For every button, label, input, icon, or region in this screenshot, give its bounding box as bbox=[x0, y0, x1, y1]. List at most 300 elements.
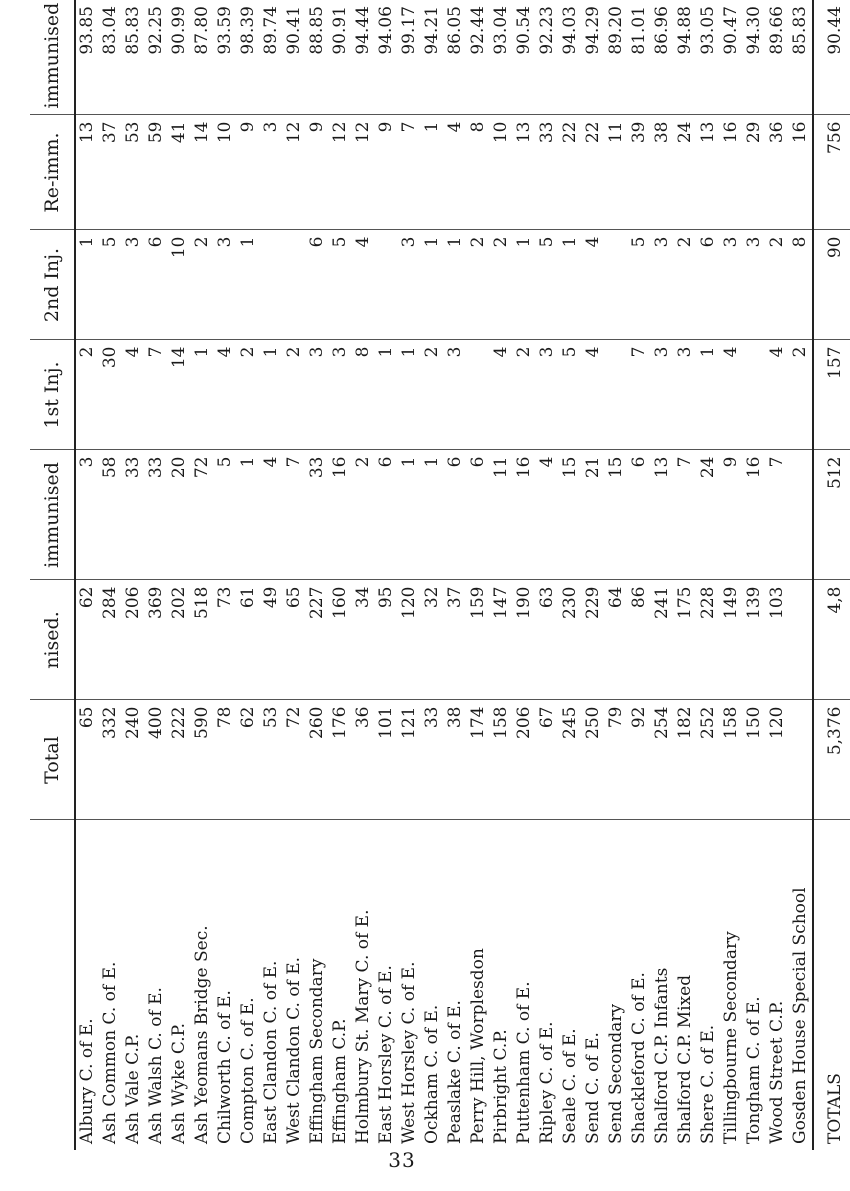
school-name-cell: Send Secondary bbox=[606, 1003, 626, 1144]
table-row bbox=[75, 0, 99, 1150]
re-immunised-cell: 53 bbox=[122, 115, 145, 230]
school-name-cell: Seale C. of E. bbox=[560, 1028, 580, 1144]
total-cell: 121 bbox=[398, 700, 421, 820]
re-immunised-cell: 8 bbox=[467, 115, 490, 230]
school-name-cell: Perry Hill, Worplesdon bbox=[468, 948, 488, 1144]
school-name-cell: Effingham Secondary bbox=[307, 958, 327, 1144]
first-injection-cell: 4 bbox=[122, 340, 145, 450]
header-not-immunised: immunised bbox=[30, 450, 75, 580]
table-row bbox=[398, 0, 421, 1150]
total-cell: 120 bbox=[766, 700, 789, 820]
not-immunised-cell: 7 bbox=[766, 450, 789, 580]
school-name-cell: Ripley C. of E. bbox=[537, 1021, 557, 1144]
re-immunised-cell: 16 bbox=[789, 115, 813, 230]
total-cell: 176 bbox=[329, 700, 352, 820]
table-row bbox=[559, 0, 582, 1150]
total-cell: 206 bbox=[513, 700, 536, 820]
re-immunised-cell: 9 bbox=[375, 115, 398, 230]
percent-immunised-cell: 94.03 bbox=[559, 0, 582, 115]
immunised-cell: 65 bbox=[283, 580, 306, 700]
total-cell: 158 bbox=[490, 700, 513, 820]
percent-immunised-cell: 90.41 bbox=[283, 0, 306, 115]
re-immunised-cell: 38 bbox=[651, 115, 674, 230]
immunised-cell: 206 bbox=[122, 580, 145, 700]
immunised-cell: 61 bbox=[237, 580, 260, 700]
totals-second-injection-cell: 90 bbox=[813, 230, 850, 340]
immunised-cell: 284 bbox=[99, 580, 122, 700]
header-percent-immunised: immunised bbox=[30, 0, 75, 115]
total-cell bbox=[789, 700, 813, 820]
table-row bbox=[467, 0, 490, 1150]
percent-immunised-cell: 90.54 bbox=[513, 0, 536, 115]
first-injection-cell: 7 bbox=[628, 340, 651, 450]
total-cell: 250 bbox=[582, 700, 605, 820]
second-injection-cell: 10 bbox=[168, 230, 191, 340]
school-name-cell: Shalford C.P. Infants bbox=[652, 967, 672, 1144]
first-injection-cell: 5 bbox=[559, 340, 582, 450]
not-immunised-cell: 72 bbox=[191, 450, 214, 580]
re-immunised-cell: 9 bbox=[237, 115, 260, 230]
not-immunised-cell: 16 bbox=[743, 450, 766, 580]
header-total: Total bbox=[30, 700, 75, 820]
immunised-cell: 227 bbox=[306, 580, 329, 700]
not-immunised-cell: 5 bbox=[214, 450, 237, 580]
second-injection-cell: 5 bbox=[536, 230, 559, 340]
table-row bbox=[490, 0, 513, 1150]
second-injection-cell: 3 bbox=[214, 230, 237, 340]
table-row bbox=[582, 0, 605, 1150]
total-cell: 332 bbox=[99, 700, 122, 820]
first-injection-cell: 3 bbox=[306, 340, 329, 450]
immunised-cell: 64 bbox=[605, 580, 628, 700]
table-row bbox=[122, 0, 145, 1150]
first-injection-cell: 3 bbox=[674, 340, 697, 450]
not-immunised-cell: 2 bbox=[352, 450, 375, 580]
immunised-cell: 159 bbox=[467, 580, 490, 700]
first-injection-cell: 1 bbox=[191, 340, 214, 450]
first-injection-cell: 3 bbox=[651, 340, 674, 450]
totals-row bbox=[813, 0, 850, 1150]
school-name-cell: Send C. of E. bbox=[583, 1032, 603, 1144]
immunisation-table bbox=[30, 0, 850, 1150]
not-immunised-cell: 24 bbox=[697, 450, 720, 580]
second-injection-cell: 3 bbox=[651, 230, 674, 340]
table-row bbox=[536, 0, 559, 1150]
school-name-cell: Tongham C. of E. bbox=[744, 996, 764, 1144]
percent-immunised-cell: 99.17 bbox=[398, 0, 421, 115]
percent-immunised-cell: 90.99 bbox=[168, 0, 191, 115]
school-name-cell: Puttenham C. of E. bbox=[514, 981, 534, 1144]
not-immunised-cell: 33 bbox=[306, 450, 329, 580]
school-name-cell: Compton C. of E. bbox=[238, 997, 258, 1144]
first-injection-cell: 4 bbox=[582, 340, 605, 450]
second-injection-cell: 3 bbox=[122, 230, 145, 340]
re-immunised-cell: 7 bbox=[398, 115, 421, 230]
total-cell: 33 bbox=[421, 700, 444, 820]
re-immunised-cell: 22 bbox=[582, 115, 605, 230]
totals-immunised-cell: 4,8 bbox=[813, 580, 850, 700]
total-cell: 252 bbox=[697, 700, 720, 820]
total-cell: 79 bbox=[605, 700, 628, 820]
immunised-cell: 73 bbox=[214, 580, 237, 700]
immunised-cell: 63 bbox=[536, 580, 559, 700]
percent-immunised-cell: 98.39 bbox=[237, 0, 260, 115]
not-immunised-cell: 33 bbox=[145, 450, 168, 580]
school-name-cell: Chilworth C. of E. bbox=[215, 990, 235, 1144]
total-cell: 400 bbox=[145, 700, 168, 820]
re-immunised-cell: 16 bbox=[720, 115, 743, 230]
immunised-cell: 149 bbox=[720, 580, 743, 700]
immunised-cell: 147 bbox=[490, 580, 513, 700]
immunised-cell: 37 bbox=[444, 580, 467, 700]
second-injection-cell: 3 bbox=[743, 230, 766, 340]
total-cell: 222 bbox=[168, 700, 191, 820]
percent-immunised-cell: 88.85 bbox=[306, 0, 329, 115]
first-injection-cell: 1 bbox=[697, 340, 720, 450]
percent-immunised-cell: 90.47 bbox=[720, 0, 743, 115]
total-cell: 67 bbox=[536, 700, 559, 820]
second-injection-cell: 5 bbox=[329, 230, 352, 340]
percent-immunised-cell: 93.85 bbox=[75, 0, 99, 115]
re-immunised-cell: 39 bbox=[628, 115, 651, 230]
immunised-cell bbox=[789, 580, 813, 700]
table-row bbox=[306, 0, 329, 1150]
re-immunised-cell: 59 bbox=[145, 115, 168, 230]
not-immunised-cell: 6 bbox=[444, 450, 467, 580]
total-cell: 590 bbox=[191, 700, 214, 820]
immunised-cell: 86 bbox=[628, 580, 651, 700]
not-immunised-cell: 20 bbox=[168, 450, 191, 580]
not-immunised-cell: 15 bbox=[605, 450, 628, 580]
total-cell: 254 bbox=[651, 700, 674, 820]
re-immunised-cell: 9 bbox=[306, 115, 329, 230]
percent-immunised-cell: 94.88 bbox=[674, 0, 697, 115]
school-name-cell: Ash Walsh C. of E. bbox=[146, 987, 166, 1144]
percent-immunised-cell: 92.44 bbox=[467, 0, 490, 115]
first-injection-cell: 4 bbox=[720, 340, 743, 450]
re-immunised-cell: 41 bbox=[168, 115, 191, 230]
first-injection-cell: 1 bbox=[260, 340, 283, 450]
re-immunised-cell: 11 bbox=[605, 115, 628, 230]
second-injection-cell: 2 bbox=[467, 230, 490, 340]
not-immunised-cell: 15 bbox=[559, 450, 582, 580]
table-row bbox=[605, 0, 628, 1150]
school-name-cell: West Horsley C. of E. bbox=[399, 961, 419, 1144]
second-injection-cell bbox=[605, 230, 628, 340]
table-row bbox=[329, 0, 352, 1150]
table-row bbox=[283, 0, 306, 1150]
total-cell: 92 bbox=[628, 700, 651, 820]
percent-immunised-cell: 94.29 bbox=[582, 0, 605, 115]
not-immunised-cell: 58 bbox=[99, 450, 122, 580]
percent-immunised-cell: 85.83 bbox=[789, 0, 813, 115]
immunised-cell: 95 bbox=[375, 580, 398, 700]
re-immunised-cell: 10 bbox=[214, 115, 237, 230]
school-name-cell: Ash Common C. of E. bbox=[100, 961, 120, 1144]
second-injection-cell: 6 bbox=[697, 230, 720, 340]
totals-total-cell: 5,376 bbox=[813, 700, 850, 820]
school-name-cell: East Horsley C. of E. bbox=[376, 965, 396, 1144]
not-immunised-cell: 3 bbox=[75, 450, 99, 580]
immunised-cell: 369 bbox=[145, 580, 168, 700]
not-immunised-cell: 1 bbox=[237, 450, 260, 580]
percent-immunised-cell: 94.30 bbox=[743, 0, 766, 115]
second-injection-cell bbox=[375, 230, 398, 340]
first-injection-cell: 3 bbox=[329, 340, 352, 450]
re-immunised-cell: 13 bbox=[697, 115, 720, 230]
not-immunised-cell: 4 bbox=[536, 450, 559, 580]
table-row bbox=[628, 0, 651, 1150]
school-name-cell: Ash Yeomans Bridge Sec. bbox=[192, 925, 212, 1144]
second-injection-cell: 2 bbox=[191, 230, 214, 340]
table-row bbox=[237, 0, 260, 1150]
not-immunised-cell bbox=[789, 450, 813, 580]
school-name-cell: Wood Street C.P. bbox=[767, 1000, 787, 1144]
immunised-cell: 518 bbox=[191, 580, 214, 700]
first-injection-cell: 4 bbox=[490, 340, 513, 450]
header-immunised: nised. bbox=[30, 580, 75, 700]
table-body bbox=[75, 0, 850, 1150]
re-immunised-cell: 12 bbox=[352, 115, 375, 230]
second-injection-cell bbox=[283, 230, 306, 340]
table-row bbox=[214, 0, 237, 1150]
second-injection-cell: 1 bbox=[75, 230, 99, 340]
school-name-cell: Ash Wyke C.P. bbox=[169, 1022, 189, 1144]
table-row bbox=[513, 0, 536, 1150]
percent-immunised-cell: 93.04 bbox=[490, 0, 513, 115]
school-name-cell: Shalford C.P. Mixed bbox=[675, 974, 695, 1144]
table-row bbox=[145, 0, 168, 1150]
total-cell: 65 bbox=[75, 700, 99, 820]
totals-school-name-cell: TOTALS bbox=[813, 820, 850, 1150]
total-cell: 174 bbox=[467, 700, 490, 820]
table-row bbox=[674, 0, 697, 1150]
percent-immunised-cell: 94.21 bbox=[421, 0, 444, 115]
not-immunised-cell: 6 bbox=[375, 450, 398, 580]
table-row bbox=[352, 0, 375, 1150]
header-re-immunised: Re-imm. bbox=[30, 115, 75, 230]
re-immunised-cell: 4 bbox=[444, 115, 467, 230]
not-immunised-cell: 7 bbox=[674, 450, 697, 580]
percent-immunised-cell: 90.91 bbox=[329, 0, 352, 115]
second-injection-cell bbox=[260, 230, 283, 340]
not-immunised-cell: 6 bbox=[628, 450, 651, 580]
total-cell: 101 bbox=[375, 700, 398, 820]
percent-immunised-cell: 93.05 bbox=[697, 0, 720, 115]
percent-immunised-cell: 94.06 bbox=[375, 0, 398, 115]
first-injection-cell: 3 bbox=[536, 340, 559, 450]
header-row bbox=[30, 0, 75, 1150]
first-injection-cell bbox=[467, 340, 490, 450]
immunised-cell: 49 bbox=[260, 580, 283, 700]
percent-immunised-cell: 83.04 bbox=[99, 0, 122, 115]
totals-percent-immunised-cell: 90.44 bbox=[813, 0, 850, 115]
re-immunised-cell: 13 bbox=[513, 115, 536, 230]
percent-immunised-cell: 89.66 bbox=[766, 0, 789, 115]
re-immunised-cell: 12 bbox=[283, 115, 306, 230]
re-immunised-cell: 10 bbox=[490, 115, 513, 230]
first-injection-cell: 30 bbox=[99, 340, 122, 450]
total-cell: 158 bbox=[720, 700, 743, 820]
not-immunised-cell: 1 bbox=[398, 450, 421, 580]
totals-not-immunised-cell: 512 bbox=[813, 450, 850, 580]
immunised-cell: 190 bbox=[513, 580, 536, 700]
immunised-cell: 230 bbox=[559, 580, 582, 700]
not-immunised-cell: 4 bbox=[260, 450, 283, 580]
total-cell: 182 bbox=[674, 700, 697, 820]
immunised-cell: 202 bbox=[168, 580, 191, 700]
first-injection-cell bbox=[743, 340, 766, 450]
immunised-cell: 139 bbox=[743, 580, 766, 700]
second-injection-cell: 1 bbox=[559, 230, 582, 340]
second-injection-cell: 4 bbox=[352, 230, 375, 340]
total-cell: 53 bbox=[260, 700, 283, 820]
second-injection-cell: 5 bbox=[99, 230, 122, 340]
second-injection-cell: 3 bbox=[398, 230, 421, 340]
re-immunised-cell: 33 bbox=[536, 115, 559, 230]
re-immunised-cell: 22 bbox=[559, 115, 582, 230]
immunised-cell: 241 bbox=[651, 580, 674, 700]
first-injection-cell: 8 bbox=[352, 340, 375, 450]
second-injection-cell: 8 bbox=[789, 230, 813, 340]
percent-immunised-cell: 81.01 bbox=[628, 0, 651, 115]
percent-immunised-cell: 92.23 bbox=[536, 0, 559, 115]
school-name-cell: Shackleford C. of E. bbox=[629, 972, 649, 1144]
percent-immunised-cell: 87.80 bbox=[191, 0, 214, 115]
first-injection-cell: 2 bbox=[283, 340, 306, 450]
total-cell: 62 bbox=[237, 700, 260, 820]
table-row bbox=[375, 0, 398, 1150]
second-injection-cell: 2 bbox=[490, 230, 513, 340]
first-injection-cell: 4 bbox=[214, 340, 237, 450]
first-injection-cell: 3 bbox=[444, 340, 467, 450]
first-injection-cell bbox=[605, 340, 628, 450]
re-immunised-cell: 29 bbox=[743, 115, 766, 230]
re-immunised-cell: 1 bbox=[421, 115, 444, 230]
second-injection-cell: 2 bbox=[766, 230, 789, 340]
first-injection-cell: 1 bbox=[375, 340, 398, 450]
percent-immunised-cell: 86.05 bbox=[444, 0, 467, 115]
first-injection-cell: 2 bbox=[237, 340, 260, 450]
school-name-cell: Ash Vale C.P. bbox=[123, 1033, 143, 1144]
school-name-cell: Holmbury St. Mary C. of E. bbox=[353, 909, 373, 1144]
table-row bbox=[743, 0, 766, 1150]
first-injection-cell: 14 bbox=[168, 340, 191, 450]
school-name-cell: Tillingbourne Secondary bbox=[721, 931, 741, 1144]
first-injection-cell: 2 bbox=[421, 340, 444, 450]
table-row bbox=[766, 0, 789, 1150]
school-name-cell: Effingham C.P. bbox=[330, 1018, 350, 1144]
percent-immunised-cell: 93.59 bbox=[214, 0, 237, 115]
percent-immunised-cell: 86.96 bbox=[651, 0, 674, 115]
school-name-cell: Gosden House Special School bbox=[790, 887, 810, 1144]
school-name-cell: West Clandon C. of E. bbox=[284, 956, 304, 1144]
re-immunised-cell: 36 bbox=[766, 115, 789, 230]
second-injection-cell: 3 bbox=[720, 230, 743, 340]
school-name-cell: East Clandon C. of E. bbox=[261, 960, 281, 1144]
first-injection-cell: 2 bbox=[789, 340, 813, 450]
table-row bbox=[444, 0, 467, 1150]
re-immunised-cell: 3 bbox=[260, 115, 283, 230]
second-injection-cell: 6 bbox=[306, 230, 329, 340]
page-number: 33 bbox=[388, 1148, 416, 1172]
not-immunised-cell: 11 bbox=[490, 450, 513, 580]
not-immunised-cell: 1 bbox=[421, 450, 444, 580]
re-immunised-cell: 13 bbox=[75, 115, 99, 230]
second-injection-cell: 1 bbox=[513, 230, 536, 340]
re-immunised-cell: 37 bbox=[99, 115, 122, 230]
not-immunised-cell: 16 bbox=[329, 450, 352, 580]
immunised-cell: 120 bbox=[398, 580, 421, 700]
header-second-injection: 2nd Inj. bbox=[30, 230, 75, 340]
table-row bbox=[651, 0, 674, 1150]
immunised-cell: 62 bbox=[75, 580, 99, 700]
first-injection-cell: 4 bbox=[766, 340, 789, 450]
table-row bbox=[191, 0, 214, 1150]
school-name-cell: Pirbright C.P. bbox=[491, 1029, 511, 1144]
immunised-cell: 34 bbox=[352, 580, 375, 700]
second-injection-cell: 4 bbox=[582, 230, 605, 340]
total-cell: 72 bbox=[283, 700, 306, 820]
second-injection-cell: 6 bbox=[145, 230, 168, 340]
percent-immunised-cell: 92.25 bbox=[145, 0, 168, 115]
immunised-cell: 228 bbox=[697, 580, 720, 700]
totals-re-immunised-cell: 756 bbox=[813, 115, 850, 230]
table-row bbox=[421, 0, 444, 1150]
table-row bbox=[260, 0, 283, 1150]
total-cell: 38 bbox=[444, 700, 467, 820]
second-injection-cell: 1 bbox=[237, 230, 260, 340]
not-immunised-cell: 33 bbox=[122, 450, 145, 580]
second-injection-cell: 1 bbox=[421, 230, 444, 340]
table-row bbox=[99, 0, 122, 1150]
not-immunised-cell: 9 bbox=[720, 450, 743, 580]
total-cell: 78 bbox=[214, 700, 237, 820]
percent-immunised-cell: 89.20 bbox=[605, 0, 628, 115]
header-first-injection: 1st Inj. bbox=[30, 340, 75, 450]
first-injection-cell: 7 bbox=[145, 340, 168, 450]
table-row bbox=[789, 0, 813, 1150]
immunised-cell: 175 bbox=[674, 580, 697, 700]
re-immunised-cell: 14 bbox=[191, 115, 214, 230]
percent-immunised-cell: 94.44 bbox=[352, 0, 375, 115]
total-cell: 240 bbox=[122, 700, 145, 820]
table-row bbox=[168, 0, 191, 1150]
percent-immunised-cell: 89.74 bbox=[260, 0, 283, 115]
immunised-cell: 229 bbox=[582, 580, 605, 700]
immunised-cell: 32 bbox=[421, 580, 444, 700]
table-row bbox=[697, 0, 720, 1150]
not-immunised-cell: 6 bbox=[467, 450, 490, 580]
total-cell: 245 bbox=[559, 700, 582, 820]
total-cell: 36 bbox=[352, 700, 375, 820]
table-row bbox=[720, 0, 743, 1150]
not-immunised-cell: 16 bbox=[513, 450, 536, 580]
not-immunised-cell: 13 bbox=[651, 450, 674, 580]
first-injection-cell: 1 bbox=[398, 340, 421, 450]
not-immunised-cell: 21 bbox=[582, 450, 605, 580]
school-name-cell: Peaslake C. of E. bbox=[445, 1000, 465, 1144]
school-name-cell: Albury C. of E. bbox=[77, 1018, 97, 1144]
header-school bbox=[30, 820, 75, 1150]
second-injection-cell: 5 bbox=[628, 230, 651, 340]
rotated-table-page bbox=[30, 0, 845, 1150]
immunised-cell: 103 bbox=[766, 580, 789, 700]
school-name-cell: Ockham C. of E. bbox=[422, 1004, 442, 1144]
total-cell: 260 bbox=[306, 700, 329, 820]
re-immunised-cell: 24 bbox=[674, 115, 697, 230]
school-name-cell: Shere C. of E. bbox=[698, 1024, 718, 1144]
